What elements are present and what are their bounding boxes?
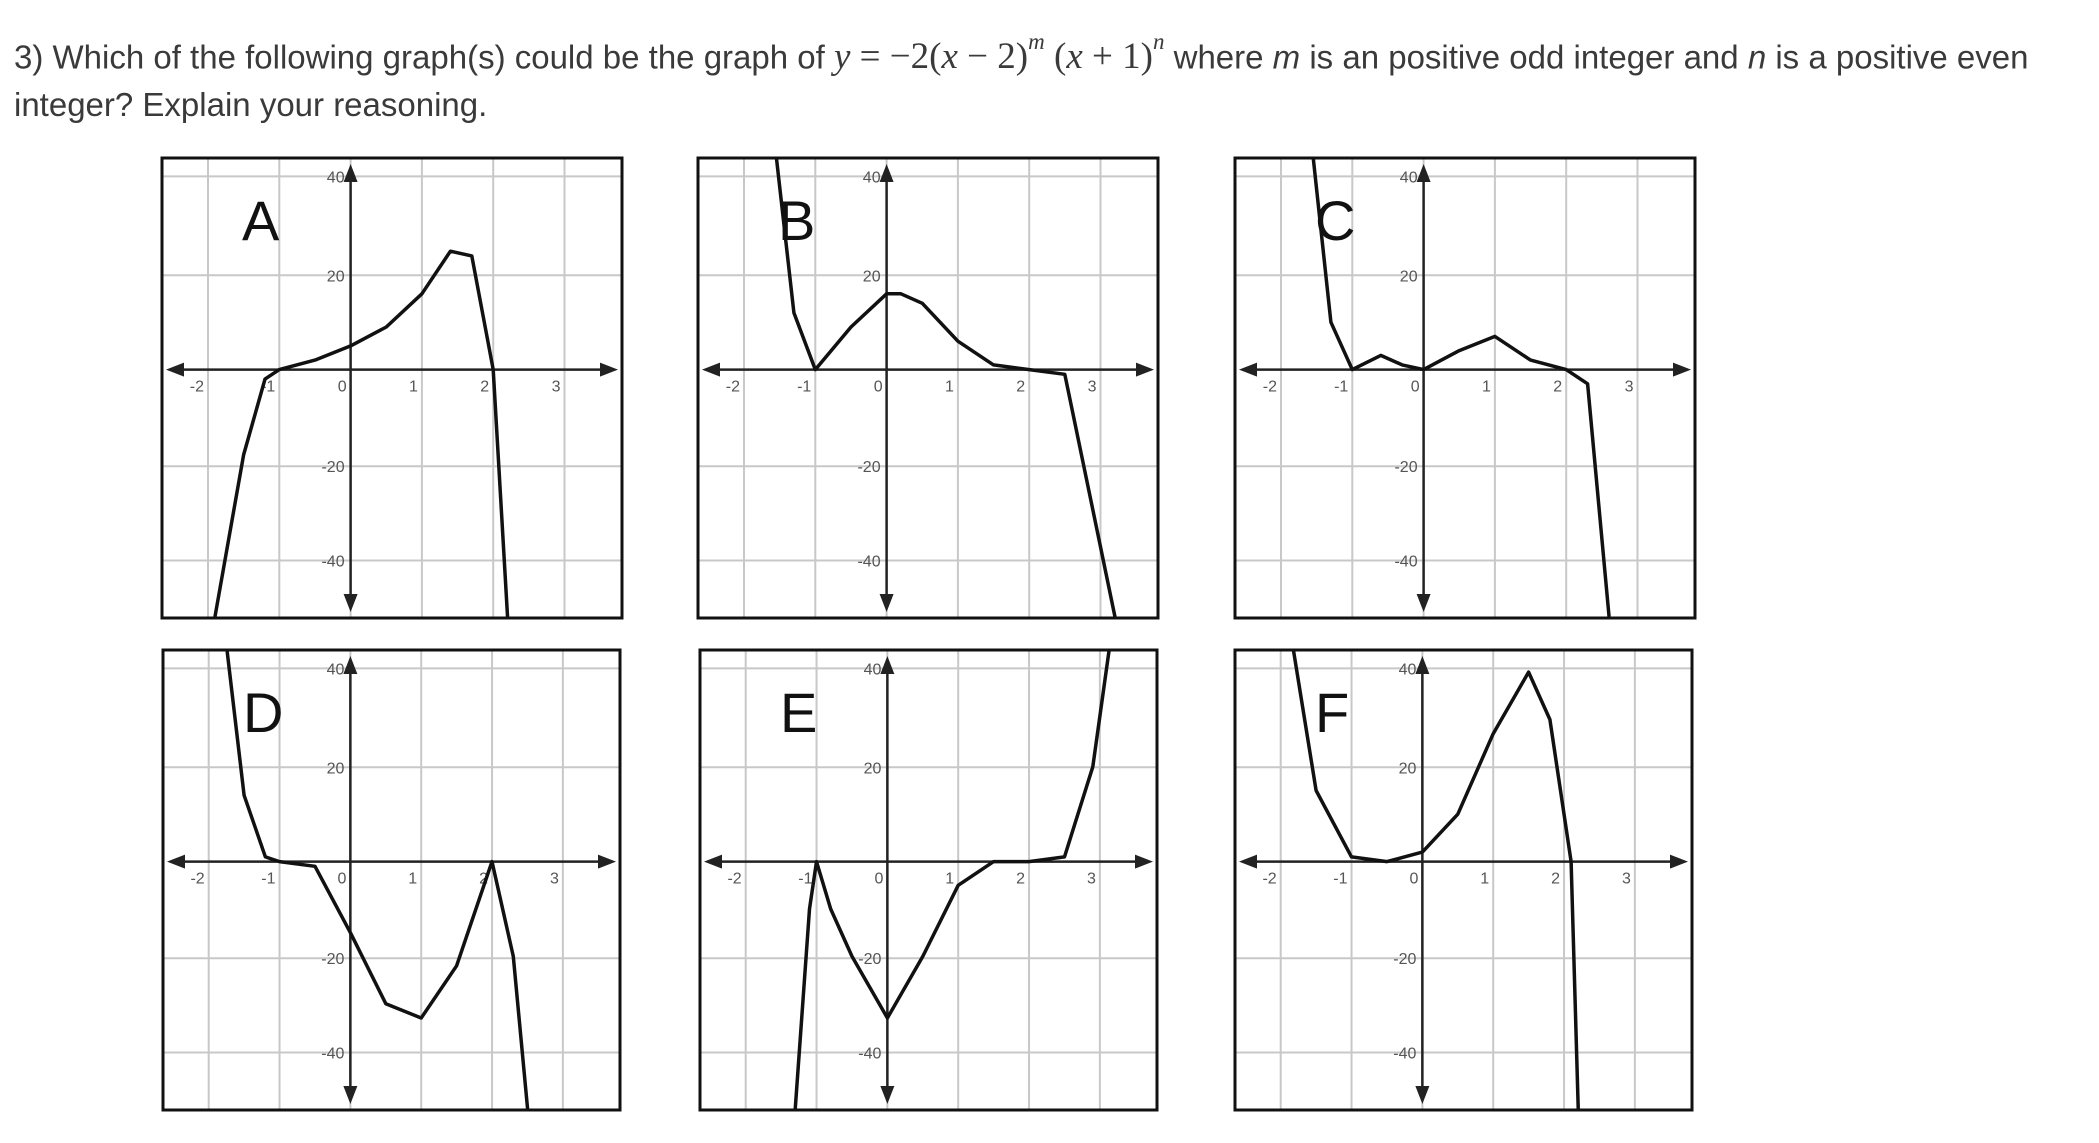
x-tick-label: -2 [725, 378, 740, 396]
y-axis-arrow-up [343, 656, 357, 674]
var-m: m [1272, 38, 1301, 76]
x-tick-label: 3 [1087, 378, 1097, 396]
x-tick-label: 2 [480, 378, 490, 396]
x-tick-label: 1 [1480, 870, 1490, 888]
y-tick-label: 40 [326, 169, 345, 187]
y-axis-arrow-up [1417, 164, 1431, 182]
x-tick-label: 1 [1481, 378, 1491, 396]
x-tick-label: -1 [1334, 378, 1349, 396]
x-tick-label: 0 [1410, 378, 1420, 396]
y-axis-arrow-down [344, 594, 358, 612]
x-axis-arrow-left [166, 363, 184, 377]
y-tick-label: 20 [862, 268, 881, 286]
y-tick-label: 40 [1399, 169, 1418, 187]
graph-panel-f [1235, 615, 1692, 1110]
graph-panel-b [698, 123, 1158, 618]
graph-panel-e [700, 615, 1157, 1110]
y-tick-label: -40 [1394, 553, 1418, 571]
x-axis-arrow-left [702, 363, 720, 377]
y-tick-label: 40 [1398, 661, 1417, 679]
x-tick-label: -2 [727, 870, 742, 888]
x-tick-label: 0 [1409, 870, 1419, 888]
y-tick-label: 20 [1398, 760, 1417, 778]
y-tick-label: 20 [326, 760, 345, 778]
y-tick-label: 40 [862, 169, 881, 187]
question-prefix: 3) Which of the following graph(s) could be the graph of [14, 38, 834, 76]
y-tick-label: -40 [857, 553, 881, 571]
x-tick-label: 2 [1016, 378, 1026, 396]
x-axis-arrow-left [704, 855, 722, 869]
panel-label-b: B [778, 189, 816, 252]
x-axis-arrow-right [600, 363, 618, 377]
x-axis-arrow-right [1670, 855, 1688, 869]
y-tick-label: -20 [858, 951, 882, 969]
x-tick-label: 3 [1086, 870, 1096, 888]
x-axis-arrow-right [1135, 855, 1153, 869]
x-tick-label: -2 [1262, 378, 1277, 396]
x-tick-label: 0 [874, 870, 884, 888]
y-tick-label: -20 [321, 459, 345, 477]
y-tick-label: -20 [321, 951, 345, 969]
y-tick-label: 40 [326, 661, 345, 679]
x-tick-label: 3 [549, 870, 559, 888]
x-tick-label: 1 [408, 378, 418, 396]
y-axis-arrow-down [880, 594, 894, 612]
x-tick-label: 0 [337, 378, 347, 396]
x-tick-label: -1 [261, 870, 276, 888]
var-n: n [1747, 38, 1767, 76]
x-axis-arrow-left [167, 855, 185, 869]
x-tick-label: 3 [1624, 378, 1634, 396]
x-tick-label: -2 [190, 870, 205, 888]
x-axis-arrow-right [598, 855, 616, 869]
y-tick-label: 20 [863, 760, 882, 778]
y-tick-label: -20 [1393, 951, 1417, 969]
x-tick-label: -1 [1333, 870, 1348, 888]
y-tick-label: -40 [1393, 1045, 1417, 1063]
x-tick-label: 1 [945, 870, 955, 888]
x-tick-label: -1 [261, 378, 276, 396]
x-tick-label: 3 [551, 378, 561, 396]
y-tick-label: 40 [863, 661, 882, 679]
y-axis-arrow-down [1415, 1086, 1429, 1104]
x-axis-arrow-right [1673, 363, 1691, 377]
graph-panel-a [162, 158, 622, 618]
x-tick-label: 3 [1621, 870, 1631, 888]
x-tick-label: 1 [944, 378, 954, 396]
x-tick-label: 0 [337, 870, 347, 888]
y-tick-label: -40 [858, 1045, 882, 1063]
x-tick-label: 2 [1553, 378, 1563, 396]
equation: $y = -2(x - 2)^m$ $(x + 1)^n$ [833, 29, 1165, 78]
y-tick-label: -20 [1394, 459, 1418, 477]
graph-panel-d [163, 615, 620, 1110]
panel-label-c: C [1315, 189, 1356, 252]
y-tick-label: -20 [857, 459, 881, 477]
panel-label-e: E [780, 681, 818, 744]
y-axis-arrow-down [1417, 594, 1431, 612]
y-axis-arrow-up [344, 164, 358, 182]
y-axis-arrow-down [880, 1086, 894, 1104]
y-tick-label: -40 [321, 1045, 345, 1063]
y-axis-arrow-up [1415, 656, 1429, 674]
x-axis-arrow-left [1239, 855, 1257, 869]
x-tick-label: -2 [189, 378, 204, 396]
y-axis-arrow-up [880, 656, 894, 674]
panel-label-a: A [242, 189, 280, 252]
y-tick-label: 20 [326, 268, 345, 286]
x-tick-label: -1 [797, 378, 812, 396]
x-axis-arrow-left [1239, 363, 1257, 377]
x-tick-label: -1 [798, 870, 813, 888]
panel-label-f: F [1315, 681, 1350, 744]
x-axis-arrow-right [1136, 363, 1154, 377]
y-axis-arrow-down [343, 1086, 357, 1104]
x-tick-label: -2 [1262, 870, 1277, 888]
y-axis-arrow-up [880, 164, 894, 182]
y-tick-label: -40 [321, 553, 345, 571]
panel-label-d: D [243, 681, 284, 744]
x-tick-label: 2 [1551, 870, 1561, 888]
x-tick-label: 1 [408, 870, 418, 888]
x-tick-label: 2 [479, 870, 489, 888]
question-text: 3) Which of the following graph(s) could be the graph of $y = -2(x - 2)^m$ $(x + 1)^n$ where m is an positive odd integer and n is a positive even integer? Explain your reasoning. [14, 29, 2029, 124]
graph-panel-c [1235, 123, 1695, 618]
y-tick-label: 20 [1399, 268, 1418, 286]
x-tick-label: 0 [873, 378, 883, 396]
x-tick-label: 2 [1016, 870, 1026, 888]
